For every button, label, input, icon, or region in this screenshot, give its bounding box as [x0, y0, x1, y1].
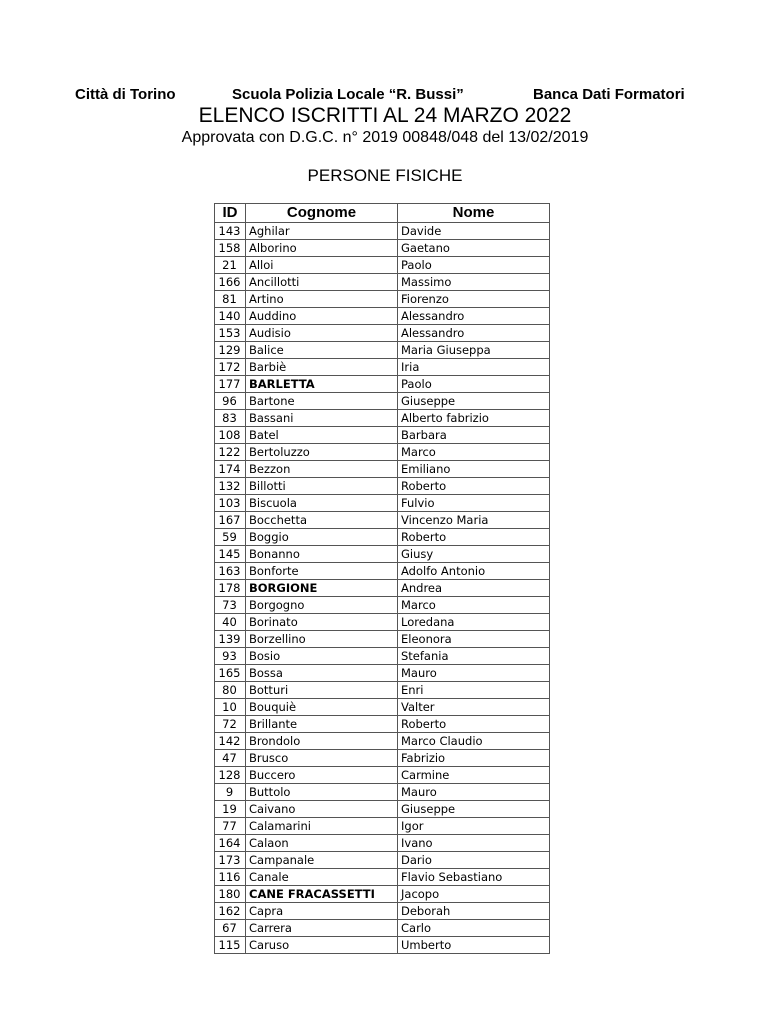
cell-cognome: BARLETTA: [246, 376, 398, 393]
cell-cognome: Bassani: [246, 410, 398, 427]
cell-cognome: Bertoluzzo: [246, 444, 398, 461]
cell-cognome: Bonforte: [246, 563, 398, 580]
cell-nome: Igor: [398, 818, 550, 835]
cell-id: 153: [215, 325, 246, 342]
table-row: [215, 478, 550, 495]
column-header-cognome: Cognome: [246, 204, 398, 223]
cell-nome: Alberto fabrizio: [398, 410, 550, 427]
cell-id: 178: [215, 580, 246, 597]
table-row: [215, 529, 550, 546]
cell-id: 108: [215, 427, 246, 444]
table-row: [215, 937, 550, 954]
cell-id: 10: [215, 699, 246, 716]
table-row: [215, 376, 550, 393]
cell-id: 129: [215, 342, 246, 359]
cell-id: 180: [215, 886, 246, 903]
cell-cognome: Borinato: [246, 614, 398, 631]
cell-cognome: Alborino: [246, 240, 398, 257]
cell-cognome: Auddino: [246, 308, 398, 325]
cell-id: 115: [215, 937, 246, 954]
cell-id: 122: [215, 444, 246, 461]
cell-nome: Roberto: [398, 529, 550, 546]
cell-cognome: CANE FRACASSETTI: [246, 886, 398, 903]
cell-nome: Fabrizio: [398, 750, 550, 767]
cell-cognome: Balice: [246, 342, 398, 359]
column-header-nome: Nome: [398, 204, 550, 223]
cell-nome: Iria: [398, 359, 550, 376]
cell-cognome: Caivano: [246, 801, 398, 818]
cell-id: 165: [215, 665, 246, 682]
cell-id: 103: [215, 495, 246, 512]
table-row: [215, 274, 550, 291]
cell-nome: Marco: [398, 444, 550, 461]
table-row: [215, 495, 550, 512]
cell-nome: Roberto: [398, 716, 550, 733]
table-row: [215, 750, 550, 767]
cell-cognome: Brusco: [246, 750, 398, 767]
cell-cognome: Barbiè: [246, 359, 398, 376]
cell-cognome: Calamarini: [246, 818, 398, 835]
cell-id: 80: [215, 682, 246, 699]
table-row: [215, 801, 550, 818]
cell-nome: Davide: [398, 223, 550, 240]
header-school: Scuola Polizia Locale “R. Bussi”: [232, 86, 464, 103]
cell-nome: Ivano: [398, 835, 550, 852]
cell-nome: Mauro: [398, 665, 550, 682]
cell-nome: Marco Claudio: [398, 733, 550, 750]
cell-cognome: Artino: [246, 291, 398, 308]
table-row: [215, 444, 550, 461]
table-row: [215, 223, 550, 240]
cell-nome: Carlo: [398, 920, 550, 937]
cell-nome: Loredana: [398, 614, 550, 631]
cell-nome: Marco: [398, 597, 550, 614]
cell-cognome: Alloi: [246, 257, 398, 274]
table-row: [215, 257, 550, 274]
cell-cognome: Brondolo: [246, 733, 398, 750]
cell-nome: Maria Giuseppa: [398, 342, 550, 359]
cell-nome: Fulvio: [398, 495, 550, 512]
cell-nome: Mauro: [398, 784, 550, 801]
table-row: [215, 699, 550, 716]
cell-nome: Eleonora: [398, 631, 550, 648]
cell-cognome: Borgogno: [246, 597, 398, 614]
cell-cognome: Aghilar: [246, 223, 398, 240]
cell-id: 72: [215, 716, 246, 733]
cell-cognome: Billotti: [246, 478, 398, 495]
cell-nome: Giuseppe: [398, 801, 550, 818]
table-body: [215, 223, 550, 954]
table-row: [215, 308, 550, 325]
table-row: [215, 920, 550, 937]
cell-cognome: Biscuola: [246, 495, 398, 512]
cell-nome: Gaetano: [398, 240, 550, 257]
cell-id: 128: [215, 767, 246, 784]
cell-nome: Barbara: [398, 427, 550, 444]
cell-nome: Valter: [398, 699, 550, 716]
cell-id: 59: [215, 529, 246, 546]
table-row: [215, 325, 550, 342]
cell-id: 166: [215, 274, 246, 291]
cell-id: 177: [215, 376, 246, 393]
cell-nome: Emiliano: [398, 461, 550, 478]
table-row: [215, 631, 550, 648]
cell-nome: Paolo: [398, 376, 550, 393]
table-row: [215, 342, 550, 359]
table-row: [215, 410, 550, 427]
table-row: [215, 852, 550, 869]
table-row: [215, 682, 550, 699]
cell-id: 164: [215, 835, 246, 852]
cell-id: 73: [215, 597, 246, 614]
table-row: [215, 427, 550, 444]
cell-cognome: Buccero: [246, 767, 398, 784]
document-header: [0, 86, 770, 106]
cell-id: 142: [215, 733, 246, 750]
cell-id: 96: [215, 393, 246, 410]
table-row: [215, 818, 550, 835]
cell-cognome: Bocchetta: [246, 512, 398, 529]
table-row: [215, 869, 550, 886]
cell-nome: Jacopo: [398, 886, 550, 903]
table-row: [215, 563, 550, 580]
cell-nome: Paolo: [398, 257, 550, 274]
cell-id: 158: [215, 240, 246, 257]
document-title: ELENCO ISCRITTI AL 24 MARZO 2022: [198, 104, 572, 127]
cell-nome: Alessandro: [398, 308, 550, 325]
table-row: [215, 665, 550, 682]
cell-nome: Flavio Sebastiano: [398, 869, 550, 886]
cell-cognome: Carrera: [246, 920, 398, 937]
cell-id: 174: [215, 461, 246, 478]
table-row: [215, 359, 550, 376]
cell-cognome: Caruso: [246, 937, 398, 954]
table-row: [215, 767, 550, 784]
table-row: [215, 886, 550, 903]
table-row: [215, 580, 550, 597]
cell-id: 47: [215, 750, 246, 767]
cell-cognome: Bouquiè: [246, 699, 398, 716]
table-row: [215, 903, 550, 920]
cell-nome: Umberto: [398, 937, 550, 954]
cell-nome: Massimo: [398, 274, 550, 291]
cell-cognome: Botturi: [246, 682, 398, 699]
table-row: [215, 784, 550, 801]
cell-nome: Enri: [398, 682, 550, 699]
cell-cognome: Batel: [246, 427, 398, 444]
cell-id: 81: [215, 291, 246, 308]
cell-nome: Stefania: [398, 648, 550, 665]
cell-id: 9: [215, 784, 246, 801]
cell-nome: Carmine: [398, 767, 550, 784]
cell-cognome: Audisio: [246, 325, 398, 342]
cell-id: 139: [215, 631, 246, 648]
table-row: [215, 393, 550, 410]
table-row: [215, 835, 550, 852]
table-row: [215, 614, 550, 631]
cell-cognome: Bartone: [246, 393, 398, 410]
column-header-id: ID: [215, 204, 246, 223]
cell-nome: Roberto: [398, 478, 550, 495]
cell-nome: Dario: [398, 852, 550, 869]
section-heading: PERSONE FISICHE: [307, 166, 463, 185]
cell-cognome: Borzellino: [246, 631, 398, 648]
cell-nome: Giuseppe: [398, 393, 550, 410]
table-row: [215, 461, 550, 478]
cell-cognome: Bezzon: [246, 461, 398, 478]
cell-id: 145: [215, 546, 246, 563]
table-row: [215, 512, 550, 529]
cell-nome: Andrea: [398, 580, 550, 597]
table-row: [215, 648, 550, 665]
cell-nome: Fiorenzo: [398, 291, 550, 308]
cell-id: 21: [215, 257, 246, 274]
cell-cognome: Bonanno: [246, 546, 398, 563]
cell-id: 172: [215, 359, 246, 376]
cell-cognome: Canale: [246, 869, 398, 886]
registrants-table: [214, 203, 550, 954]
cell-id: 77: [215, 818, 246, 835]
header-database: Banca Dati Formatori: [533, 86, 685, 103]
cell-cognome: Boggio: [246, 529, 398, 546]
cell-id: 167: [215, 512, 246, 529]
cell-cognome: Brillante: [246, 716, 398, 733]
cell-nome: Alessandro: [398, 325, 550, 342]
cell-id: 93: [215, 648, 246, 665]
header-city: Città di Torino: [75, 86, 176, 103]
cell-cognome: Capra: [246, 903, 398, 920]
table-row: [215, 291, 550, 308]
cell-id: 173: [215, 852, 246, 869]
cell-id: 132: [215, 478, 246, 495]
table-row: [215, 597, 550, 614]
cell-nome: Vincenzo Maria: [398, 512, 550, 529]
cell-id: 116: [215, 869, 246, 886]
table-row: [215, 716, 550, 733]
cell-id: 19: [215, 801, 246, 818]
table-row: [215, 546, 550, 563]
cell-nome: Adolfo Antonio: [398, 563, 550, 580]
cell-cognome: Buttolo: [246, 784, 398, 801]
cell-id: 163: [215, 563, 246, 580]
cell-id: 162: [215, 903, 246, 920]
cell-id: 67: [215, 920, 246, 937]
cell-cognome: Ancillotti: [246, 274, 398, 291]
cell-cognome: Bossa: [246, 665, 398, 682]
cell-id: 83: [215, 410, 246, 427]
cell-cognome: Calaon: [246, 835, 398, 852]
table-row: [215, 733, 550, 750]
cell-id: 140: [215, 308, 246, 325]
table-row: [215, 240, 550, 257]
document-subtitle: Approvata con D.G.C. n° 2019 00848/048 del 13/02/2019: [181, 129, 589, 146]
cell-id: 143: [215, 223, 246, 240]
cell-nome: Giusy: [398, 546, 550, 563]
cell-cognome: Bosio: [246, 648, 398, 665]
table-header-row: [215, 204, 550, 223]
cell-cognome: BORGIONE: [246, 580, 398, 597]
cell-id: 40: [215, 614, 246, 631]
cell-cognome: Campanale: [246, 852, 398, 869]
cell-nome: Deborah: [398, 903, 550, 920]
